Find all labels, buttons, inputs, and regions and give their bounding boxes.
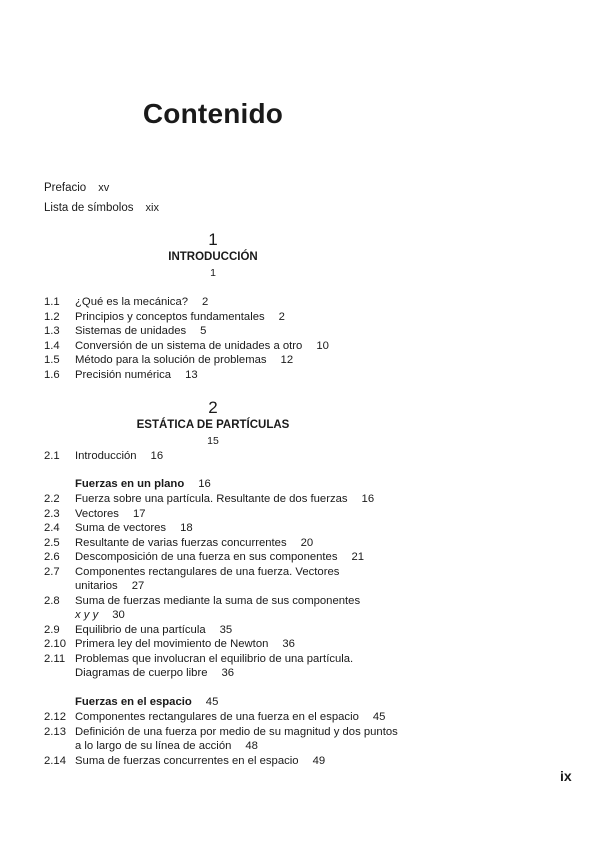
toc-entry-page: 30 <box>112 609 125 621</box>
toc-section-heading-page: 45 <box>205 696 219 708</box>
toc-entry-text-continued: Diagramas de cuerpo libre <box>75 667 208 679</box>
toc-entry-text: Vectores <box>75 508 119 520</box>
toc-entry-number: 1.3 <box>44 325 60 337</box>
chapter-title[interactable]: ESTÁTICA DE PARTÍCULAS <box>136 419 290 431</box>
toc-entry-text: Principios y conceptos fundamentales <box>75 311 265 323</box>
toc-entry-number: 2.9 <box>44 624 60 636</box>
toc-entry-number: 2.4 <box>44 522 60 534</box>
toc-section-heading-page: 16 <box>198 478 211 490</box>
toc-entry-text: Resultante de varias fuerzas concurrentes <box>75 537 287 549</box>
toc-entry-page: 16 <box>361 493 375 505</box>
toc-section-heading[interactable] <box>75 696 218 708</box>
toc-section-heading-text: Fuerzas en el espacio <box>75 696 192 708</box>
toc-entry-number: 2.11 <box>44 653 66 665</box>
chapter-page: 15 <box>207 435 219 447</box>
toc-entry-number: 2.1 <box>44 450 60 462</box>
toc-entry-page: 27 <box>131 580 145 592</box>
toc-entry-page: 48 <box>245 740 258 752</box>
toc-entry-page: 18 <box>180 522 193 534</box>
toc-entry-text: Introducción <box>75 450 137 462</box>
toc-entry-text-continued: a lo largo de su línea de acción <box>75 740 232 752</box>
toc-entry-text: Definición de una fuerza por medio de su magnitud y dos puntos <box>75 726 398 738</box>
toc-entry-number: 2.8 <box>44 595 60 607</box>
toc-entry-page: 20 <box>300 537 314 549</box>
toc-entry-text: Problemas que involucran el equilibrio de una partícula. <box>75 653 354 665</box>
toc-entry-text: Componentes rectangulares de una fuerza en el espacio <box>75 711 359 723</box>
toc-entry-text-continued: unitarios <box>75 580 118 592</box>
toc-entry-page: 36 <box>282 638 295 650</box>
toc-section-heading-text: Fuerzas en un plano <box>75 478 185 490</box>
toc-entry-number: 2.13 <box>44 726 66 738</box>
toc-entry-number: 2.10 <box>44 638 66 650</box>
toc-entry-number: 1.5 <box>44 354 60 366</box>
toc-section-heading[interactable] <box>75 478 211 490</box>
toc-entry-text: Suma de fuerzas concurrentes en el espacio <box>75 755 299 767</box>
toc-entry-page: 10 <box>316 340 329 352</box>
toc-entry-number: 1.1 <box>44 296 60 308</box>
toc-entry-page: 16 <box>150 450 164 462</box>
toc-entry-number: 2.7 <box>44 566 60 578</box>
toc-front-prefacio[interactable] <box>44 182 109 194</box>
chapter-page: 1 <box>210 267 216 279</box>
toc-entry-page: 49 <box>312 755 326 767</box>
toc-entry-number: 1.6 <box>44 369 60 381</box>
toc-front-page: xix <box>145 202 159 214</box>
toc-entry-text: ¿Qué es la mecánica? <box>75 296 189 308</box>
toc-entry-number: 2.5 <box>44 537 60 549</box>
toc-entry-page: 35 <box>219 624 233 636</box>
toc-entry-page: 21 <box>351 551 365 563</box>
chapter-number: 2 <box>208 398 218 417</box>
chapter-title[interactable]: INTRODUCCIÓN <box>168 251 258 263</box>
toc-entry-number: 2.12 <box>44 711 66 723</box>
toc-entry-text: Conversión de un sistema de unidades a otro <box>75 340 303 352</box>
toc-entry-text: Fuerza sobre una partícula. Resultante de dos fuerzas <box>75 493 348 505</box>
toc-entry-number: 2.3 <box>44 508 60 520</box>
toc-entry-text: Sistemas de unidades <box>75 325 187 337</box>
toc-entry-text: Primera ley del movimiento de Newton <box>75 638 269 650</box>
toc-entry-text: Equilibrio de una partícula <box>75 624 206 636</box>
chapter-number: 1 <box>208 230 218 249</box>
toc-entry-number: 2.2 <box>44 493 60 505</box>
toc-entry-text: Método para la solución de problemas <box>75 354 267 366</box>
toc-entry-text: Suma de vectores <box>75 522 167 534</box>
toc-entry-text-continued: x y y <box>75 609 99 621</box>
toc-entry-number: 2.6 <box>44 551 60 563</box>
toc-front-label: Prefacio <box>44 182 87 194</box>
toc-entry-page: 36 <box>221 667 235 679</box>
toc-entry-text: Componentes rectangulares de una fuerza. Vectores <box>75 566 340 578</box>
toc-entry-page: 13 <box>185 369 198 381</box>
toc-entry-page: 12 <box>280 354 294 366</box>
toc-entry-text: Precisión numérica <box>75 369 172 381</box>
toc-entry-page: 45 <box>372 711 386 723</box>
toc-entry-number: 1.2 <box>44 311 60 323</box>
toc-front-label: Lista de símbolos <box>44 202 134 214</box>
toc-front-page: xv <box>98 182 110 194</box>
toc-entry-page: 2 <box>278 311 285 323</box>
toc-entry-page: 17 <box>132 508 146 520</box>
toc-entry-number: 2.14 <box>44 755 66 767</box>
toc-entry-text: Descomposición de una fuerza en sus componentes <box>75 551 338 563</box>
toc-entry-text: Suma de fuerzas mediante la suma de sus componentes <box>75 595 361 607</box>
toc-front-simbolos[interactable] <box>44 202 159 214</box>
toc-entry-number: 1.4 <box>44 340 60 352</box>
page-title: Contenido <box>142 98 284 129</box>
toc-entry-page: 5 <box>200 325 207 337</box>
toc-entry-page: 2 <box>202 296 209 308</box>
page-folio: ix <box>560 768 572 784</box>
